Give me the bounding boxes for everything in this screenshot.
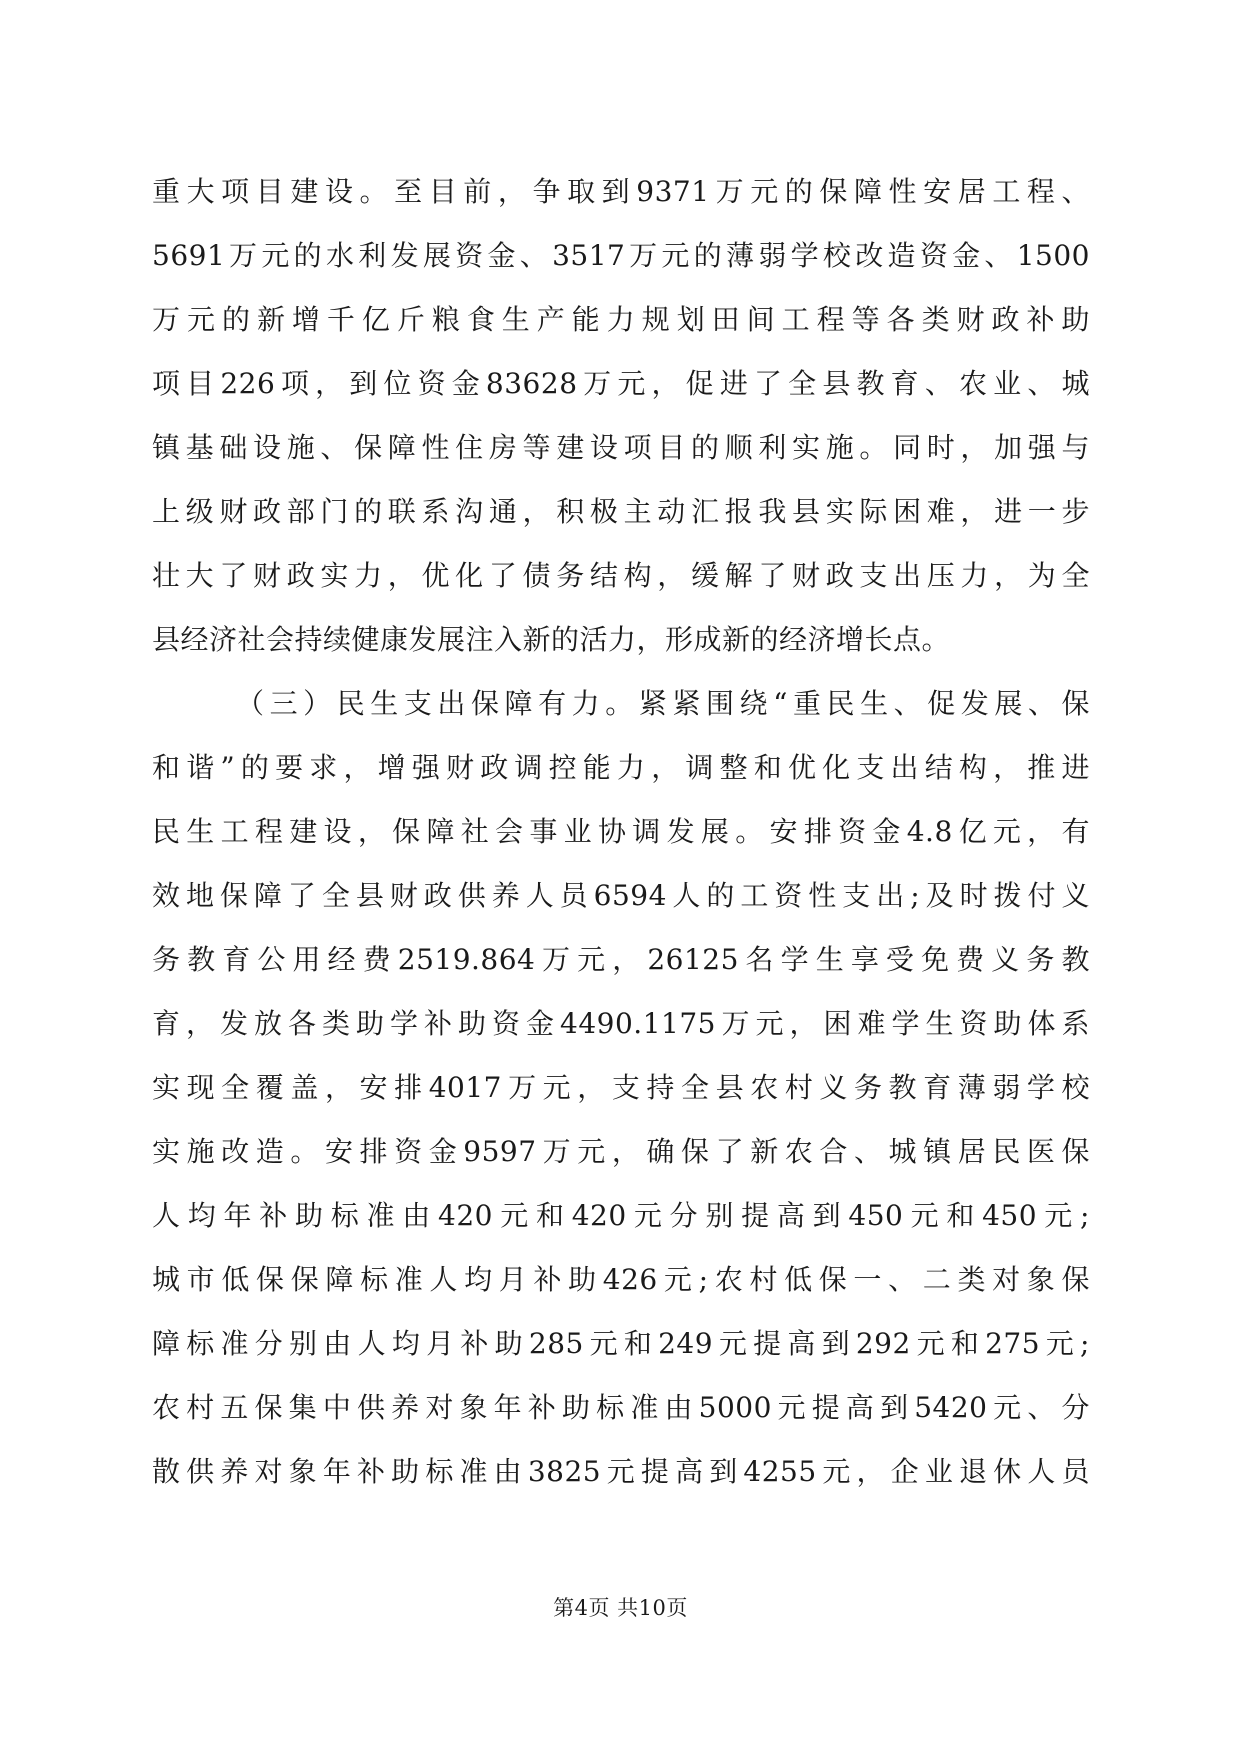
text-line: 障标准分别由人均月补助285元和249元提高到292元和275元; bbox=[152, 1327, 1090, 1360]
text-line: 民生工程建设，保障社会事业协调发展。安排资金4.8亿元，有 bbox=[152, 815, 1090, 848]
section-heading-line: （三）民生支出保障有力。紧紧围绕“重民生、促发展、保 bbox=[236, 687, 1090, 720]
text-line: 人均年补助标准由420元和420元分别提高到450元和450元; bbox=[152, 1199, 1090, 1232]
text-line: 城市低保保障标准人均月补助426元;农村低保一、二类对象保 bbox=[152, 1263, 1090, 1296]
text-line: 镇基础设施、保障性住房等建设项目的顺利实施。同时，加强与 bbox=[152, 431, 1090, 464]
text-line: 效地保障了全县财政供养人员6594人的工资性支出;及时拨付义 bbox=[152, 879, 1090, 912]
text-line: 和谐”的要求，增强财政调控能力，调整和优化支出结构，推进 bbox=[152, 751, 1090, 784]
text-line: 县经济社会持续健康发展注入新的活力，形成新的经济增长点。 bbox=[152, 623, 951, 656]
text-line: 上级财政部门的联系沟通，积极主动汇报我县实际困难，进一步 bbox=[152, 495, 1090, 528]
text-line: 实施改造。安排资金9597万元，确保了新农合、城镇居民医保 bbox=[152, 1135, 1090, 1168]
text-line: 万元的新增千亿斤粮食生产能力规划田间工程等各类财政补助 bbox=[152, 303, 1090, 336]
text-line: 农村五保集中供养对象年补助标准由5000元提高到5420元、分 bbox=[152, 1391, 1090, 1424]
page-number-footer: 第4页 共10页 bbox=[553, 1596, 688, 1620]
text-line: 5691万元的水利发展资金、3517万元的薄弱学校改造资金、1500 bbox=[152, 239, 1090, 272]
text-line: 务教育公用经费2519.864万元，26125名学生享受免费义务教 bbox=[152, 943, 1090, 976]
text-line: 壮大了财政实力，优化了债务结构，缓解了财政支出压力，为全 bbox=[152, 559, 1090, 592]
text-line: 项目226项，到位资金83628万元，促进了全县教育、农业、城 bbox=[152, 367, 1090, 400]
text-line: 实现全覆盖，安排4017万元，支持全县农村义务教育薄弱学校 bbox=[152, 1071, 1090, 1104]
body-text bbox=[152, 160, 1090, 1504]
text-line: 育，发放各类助学补助资金4490.1175万元，困难学生资助体系 bbox=[152, 1007, 1090, 1040]
text-line: 散供养对象年补助标准由3825元提高到4255元，企业退休人员 bbox=[152, 1455, 1090, 1488]
text-line: 重大项目建设。至目前，争取到9371万元的保障性安居工程、 bbox=[152, 175, 1090, 208]
